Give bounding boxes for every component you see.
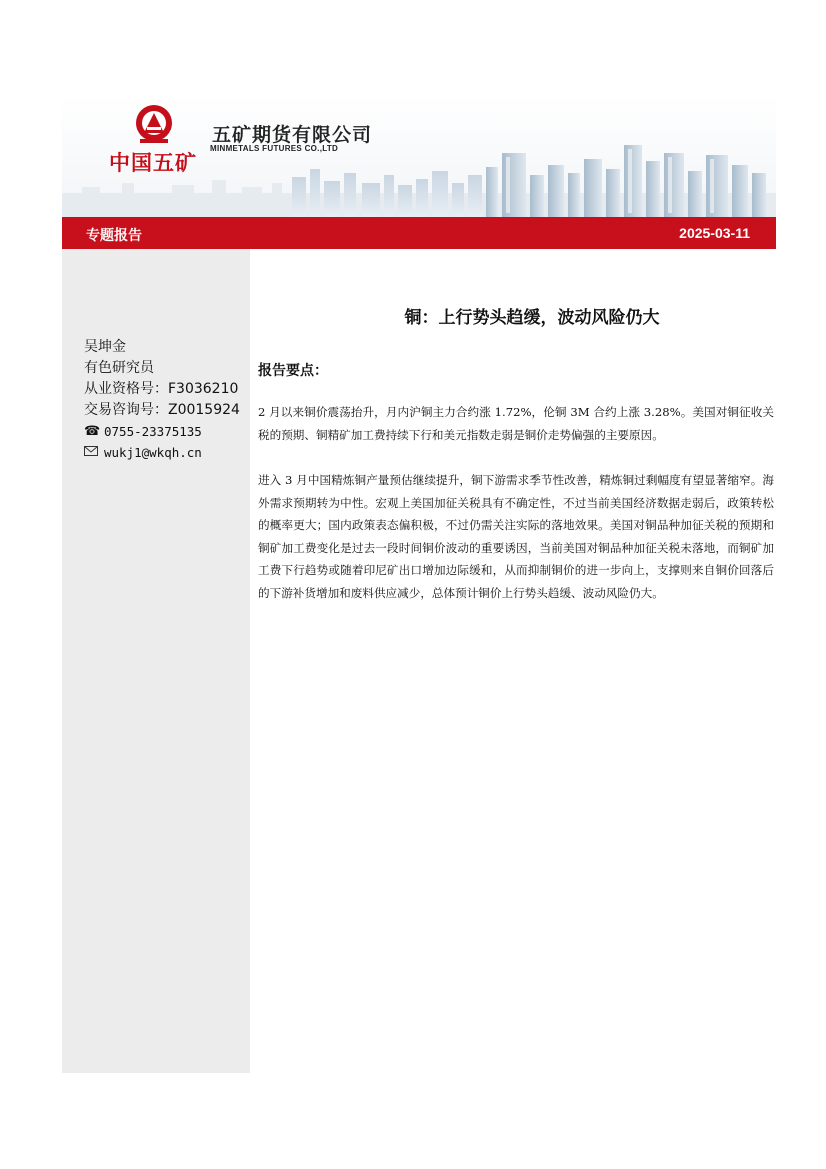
outlook-paragraph: 进入 3 月中国精炼铜产量预估继续提升，铜下游需求季节性改善，精炼铜过剩幅度有望显著缩窄。海外需求预期转为中性。宏观上美国加征关税具有不确定性，不过当前美国经济数据走弱后，政策转松的概率更大；国内政策表态偏积极，不过仍需关注实际的落地效果。美国对铜品种加征关税的预期和铜矿加工费变化是过去一段时间铜价波动的重要诱因，当前美国对铜品种加征关税未落地，而铜矿加工费下行趋势或随着印尼矿出口增加边际缓和，从而抑制铜价的进一步向上，支撑则来自铜价回落后的下游补货增加和废料供应减少，总体预计铜价上行势头趋缓、波动风险仍大。 bbox=[258, 473, 774, 600]
minmetals-emblem-icon bbox=[134, 103, 174, 145]
report-category: 专题报告 bbox=[86, 228, 142, 244]
report-date: 2025-03-11 bbox=[679, 225, 750, 241]
author-consult-number: 交易咨询号：Z0015924 bbox=[84, 402, 240, 418]
author-phone-row bbox=[84, 421, 240, 442]
summary-paragraph: 2 月以来铜价震荡抬升，月内沪铜主力合约涨 1.72%，伦铜 3M 合约上涨 3.28%。美国对铜征收关税的预期、铜精矿加工费持续下行和美元指数走弱是铜价走势偏强的主要原因。 bbox=[258, 405, 774, 442]
key-points-heading: 报告要点： bbox=[258, 363, 328, 379]
author-qualification: 从业资格号：F3036210 bbox=[84, 381, 239, 397]
report-category-banner bbox=[62, 217, 776, 249]
company-name-cn: 五矿期货有限公司 bbox=[212, 124, 373, 146]
author-name: 吴坤金 bbox=[84, 339, 126, 355]
logo-chinese-name: 中国五矿 bbox=[109, 151, 197, 175]
company-name-en: MINMETALS FUTURES CO.,LTD bbox=[210, 144, 339, 153]
report-header bbox=[62, 95, 776, 217]
author-info bbox=[84, 337, 240, 463]
author-role: 有色研究员 bbox=[84, 360, 154, 376]
author-email[interactable]: wukj1@wkqh.cn bbox=[104, 445, 202, 460]
phone-icon: ☎ bbox=[84, 424, 101, 439]
author-phone: 0755-23375135 bbox=[104, 424, 202, 439]
author-sidebar bbox=[62, 249, 250, 1073]
envelope-icon bbox=[84, 442, 104, 463]
report-title: 铜：上行势头趋缓，波动风险仍大 bbox=[404, 308, 660, 328]
author-email-row bbox=[84, 442, 240, 463]
